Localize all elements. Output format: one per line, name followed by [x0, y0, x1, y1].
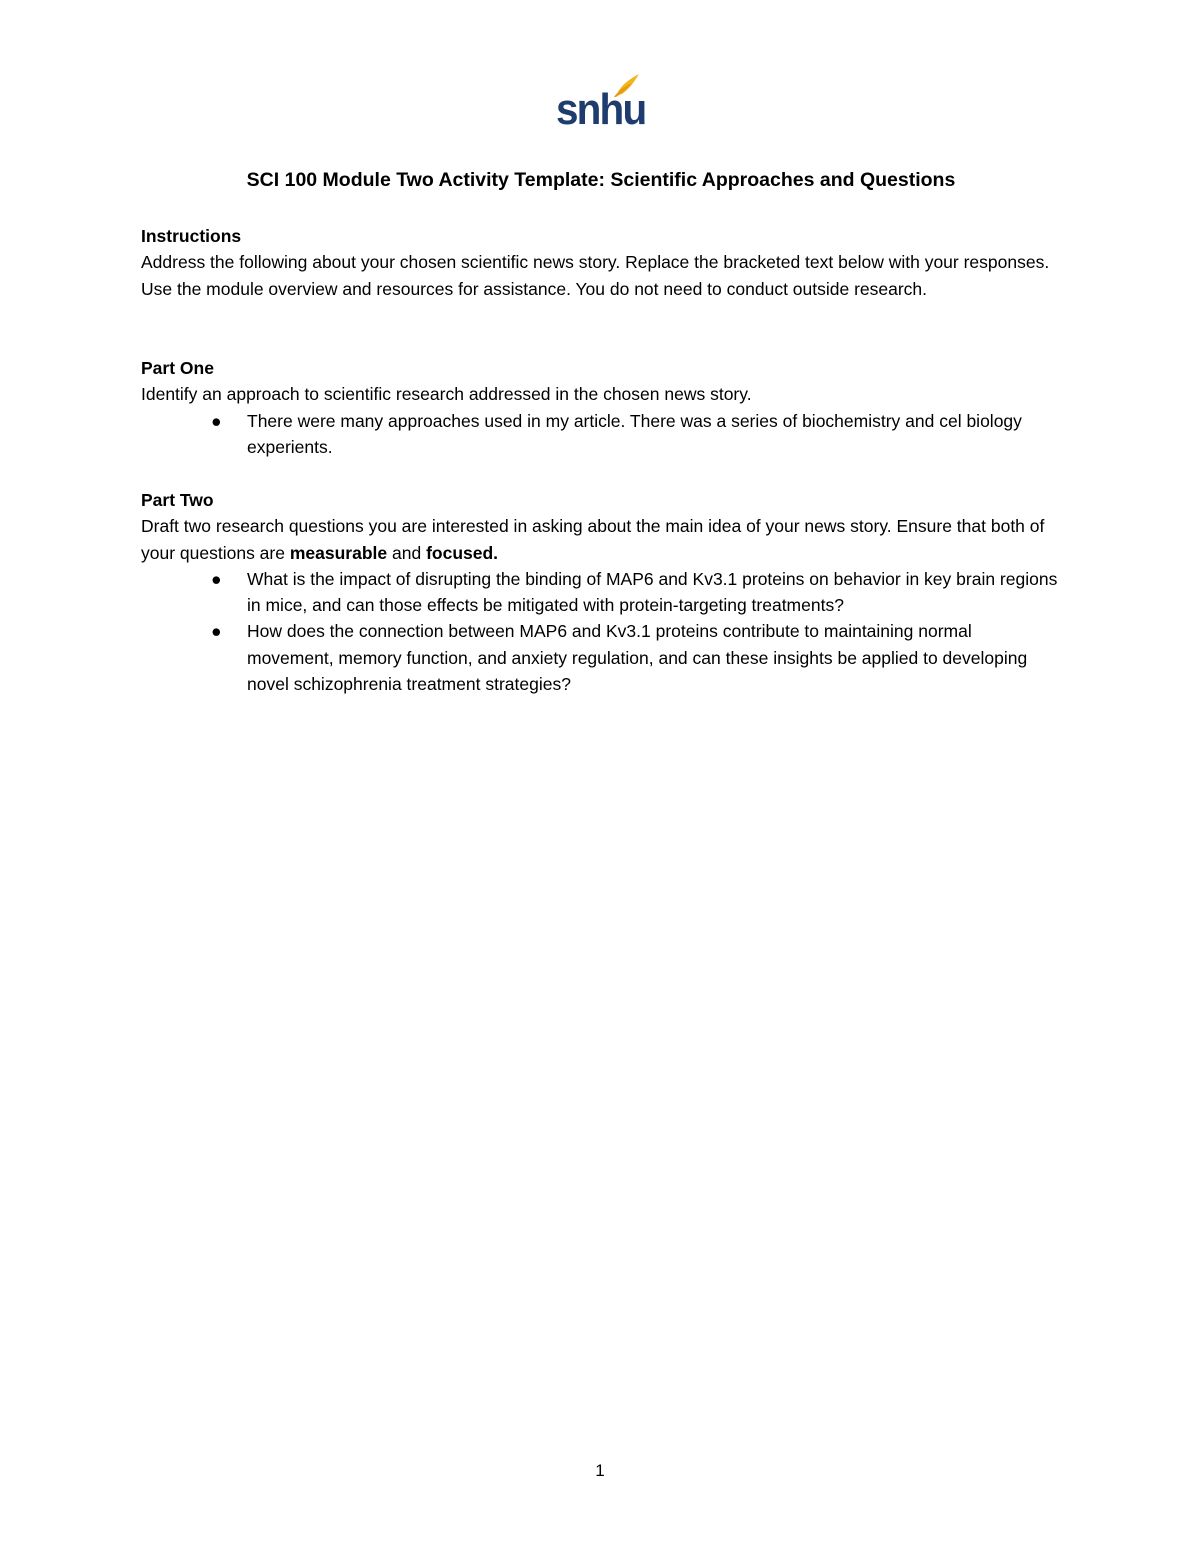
part-one-section — [141, 355, 1061, 460]
bullet-icon: ● — [211, 568, 222, 589]
bullet-icon: ● — [211, 410, 222, 431]
snhu-logo — [552, 72, 646, 134]
research-question-2: How does the connection between MAP6 and Kv3.1 proteins contribute to maintaining normal movement, memory function, and anxiety regulation, and can these insights be applied to developing novel schizophrenia treatment strategies? — [247, 621, 1028, 695]
list-item — [141, 566, 1061, 619]
logo-wordmark: snhu — [556, 85, 646, 134]
page-number: 1 — [595, 1461, 605, 1480]
prompt-text: and — [387, 542, 427, 563]
instructions-section — [141, 223, 1061, 302]
part-one-heading: Part One — [141, 358, 214, 378]
focused-emphasis: focused — [426, 542, 494, 563]
prompt-period: . — [493, 542, 499, 563]
instructions-body: Address the following about your chosen scientific news story. Replace the bracketed text below with your responses. Use the module overview and resources for assistance. You do not need to conduct outside research. — [141, 252, 1050, 299]
list-item — [141, 408, 1061, 461]
instructions-heading: Instructions — [141, 226, 242, 246]
part-one-prompt: Identify an approach to scientific research addressed in the chosen news story. — [141, 384, 752, 405]
document-title: SCI 100 Module Two Activity Template: Scientific Approaches and Questions — [246, 169, 956, 191]
part-two-heading: Part Two — [141, 490, 214, 510]
prompt-text: Draft two research questions you are interested in asking about the main idea of your news story. Ensure that both of your questions are — [141, 516, 1045, 563]
part-two-bullet-list — [141, 566, 1061, 697]
research-question-1: What is the impact of disrupting the binding of MAP6 and Kv3.1 proteins on behavior in key brain regions in mice, and can those effects be mitigated with protein-targeting treatments? — [247, 568, 1058, 616]
part-two-section — [141, 487, 1061, 697]
part-one-answer: There were many approaches used in my article. There was a series of biochemistry and cel biology experients. — [247, 410, 1022, 457]
bullet-icon: ● — [211, 621, 222, 642]
list-item — [141, 618, 1061, 697]
measurable-emphasis: measurable — [289, 542, 388, 563]
part-one-bullet-list — [141, 408, 1061, 461]
part-two-prompt — [141, 513, 1061, 566]
